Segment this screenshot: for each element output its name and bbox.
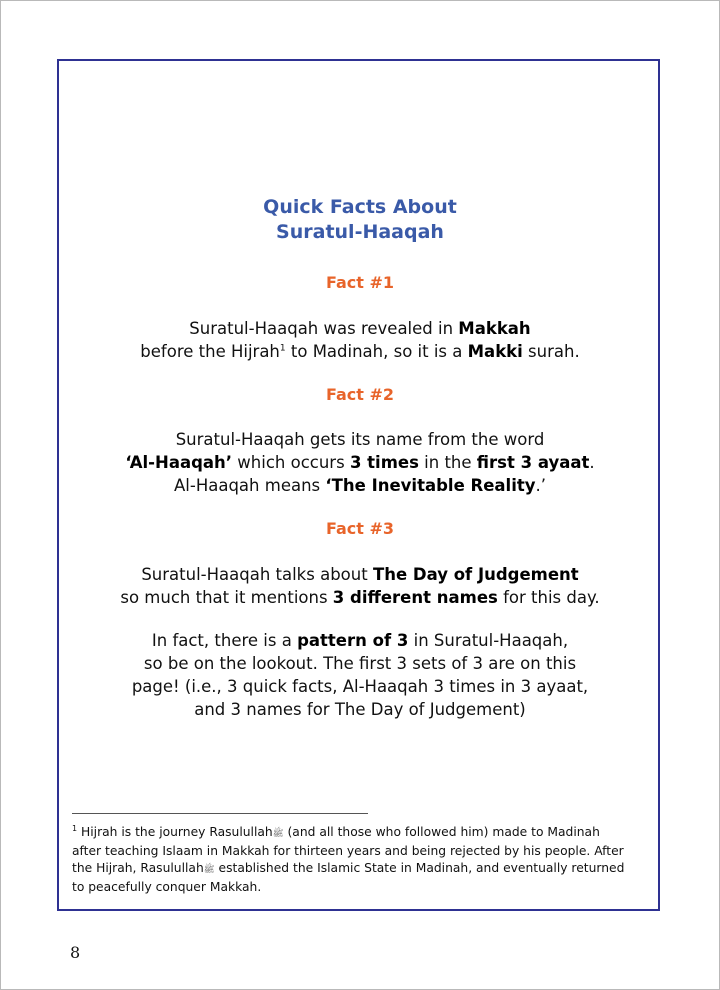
salawat-icon: ﷺ [272,829,284,839]
page-title [0,195,720,245]
footnote-ref[interactable]: 1 [279,343,286,354]
fact-1-line-2-mid: to Madinah, so it is a [285,342,468,361]
fact-2-first-3-ayaat: first 3 ayaat [476,453,590,472]
fact-1-line-2 [0,340,720,363]
footnote [72,824,632,896]
fact-2-al-haaqah: ‘Al-Haaqah’ [125,453,233,472]
fact-2-line-2-mid2: in the [418,453,477,472]
title-line-2: Suratul-Haaqah [276,221,444,243]
page-number: 8 [70,943,81,962]
fact-3-line-1-text: Suratul-Haaqah talks about [141,565,373,584]
fact-2-3-times: 3 times [349,453,419,472]
fact-1-heading: Fact #1 [325,273,395,292]
fact-1-line-2-text: before the Hijrah [140,342,280,361]
fact-3-day-of-judgement: The Day of Judgement [372,565,579,584]
fact-3-different-names: 3 different names [332,588,498,607]
fact-2-line-3-text: Al-Haaqah means [174,476,326,495]
footnote-marker: 1 [72,823,78,833]
fact-1-line-1-text: Suratul-Haaqah was revealed in [189,319,459,338]
pattern-line-3: page! (i.e., 3 quick facts, Al-Haaqah 3 times in 3 ayaat, [131,677,589,696]
fact-3-line-2-text: so much that it mentions [120,588,333,607]
footnote-text-1: Hijrah is the journey Rasulullah [77,825,273,839]
fact-3-line-2 [0,586,720,609]
fact-2-line-2-end: . [589,453,595,472]
fact-2-text [0,428,720,497]
fact-3-line-1 [0,563,720,586]
pattern-line-2: so be on the lookout. The first 3 sets of 3 are on this [143,654,577,673]
fact-1-line-1 [0,317,720,340]
title-line-1: Quick Facts About [263,196,457,218]
fact-1-makkah: Makkah [458,319,531,338]
fact-1-makki: Makki [467,342,523,361]
salawat-icon: ﷺ [203,865,215,875]
fact-2-line-2 [0,451,720,474]
pattern-line-1-end: in Suratul-Haaqah, [408,631,569,650]
pattern-line-1-text: In fact, there is a [151,631,298,650]
fact-2-line-3 [0,474,720,497]
fact-2-inevitable-reality: ‘The Inevitable Reality [325,476,536,495]
fact-2-line-1: Suratul-Haaqah gets its name from the word [175,430,545,449]
fact-1-text [0,317,720,363]
fact-3-heading: Fact #3 [325,519,395,538]
fact-3-text [0,563,720,609]
fact-2-line-3-end: .’ [535,476,546,495]
fact-1-line-2-end: surah. [522,342,580,361]
footnote-text-3: established the Islamic State in Madinah, and eventually returned to peacefully conquer Makkah. [72,861,625,894]
footnote-text-2: (and all those who followed him) made to Madinah after teaching Islaam in Makkah for thirteen years and being rejected by his people. After the Hijrah, Rasulullah [72,825,624,875]
pattern-line-1 [0,629,720,652]
pattern-line-4: and 3 names for The Day of Judgement) [194,700,526,719]
pattern-of-3: pattern of 3 [297,631,409,650]
fact-2-line-2-mid1: which occurs [232,453,350,472]
footnote-divider [72,813,368,814]
pattern-note [0,629,720,721]
fact-3-line-2-end: for this day. [497,588,600,607]
fact-2-heading: Fact #2 [325,385,395,404]
